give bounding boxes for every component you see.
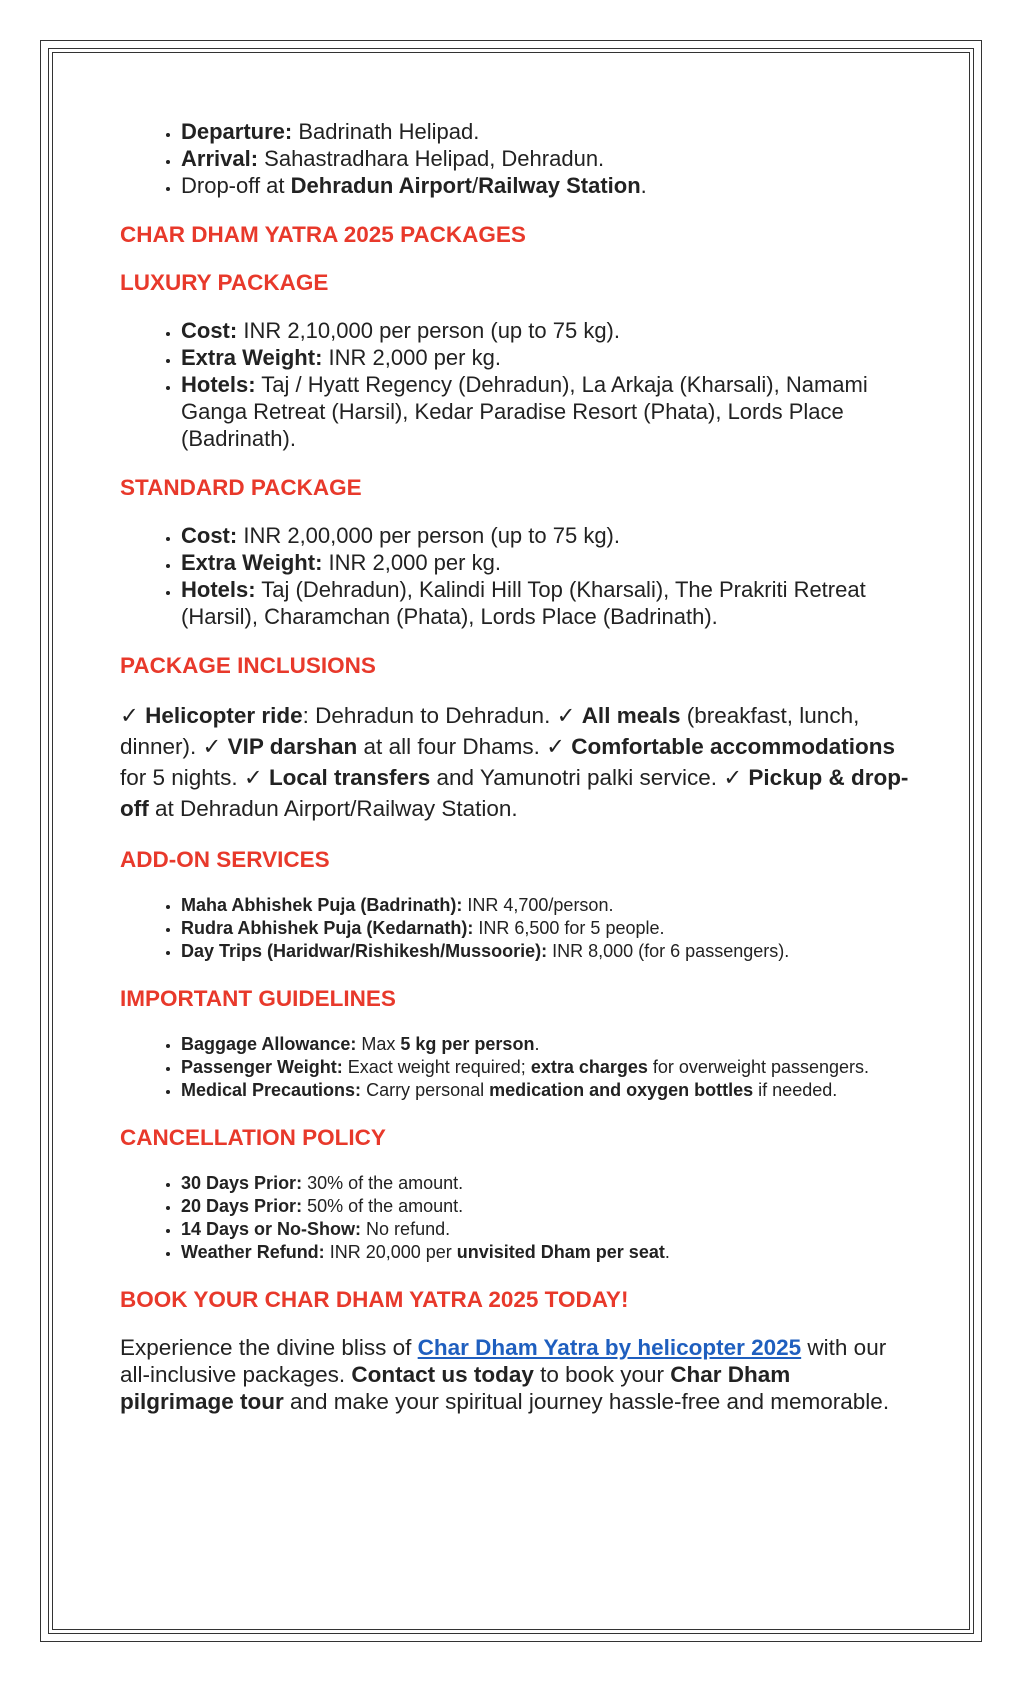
luxury-package-list: [120, 317, 920, 452]
list-item: • Departure: Badrinath Helipad.: [181, 118, 920, 145]
standard-package-list: [120, 522, 920, 630]
addons-heading: ADD-ON SERVICES: [120, 847, 330, 872]
list-item: • 20 Days Prior: 50% of the amount.: [181, 1195, 920, 1218]
inclusions-heading: PACKAGE INCLUSIONS: [120, 653, 376, 678]
cancellation-list: [120, 1172, 920, 1264]
list-item: • Medical Precautions: Carry personal medication and oxygen bottles if needed.: [181, 1079, 920, 1102]
list-item: • Drop-off at Dehradun Airport/Railway Station.: [181, 172, 920, 199]
check-icon: ✓: [556, 703, 582, 728]
list-item: • Cost: INR 2,00,000 per person (up to 75 kg).: [181, 522, 920, 549]
list-item: • Hotels: Taj (Dehradun), Kalindi Hill Top (Kharsali), The Prakriti Retreat (Harsil), Charamchan (Phata), Lords Place (Badrinath).: [181, 576, 920, 630]
closing-paragraph: Experience the divine bliss of Char Dham Yatra by helicopter 2025 with our all-inclusive packages. Contact us today to book your Char Dham pilgrimage tour and make your spiritual journey hassle-free and memorable.: [120, 1335, 890, 1414]
list-item: • Extra Weight: INR 2,000 per kg.: [181, 549, 920, 576]
check-icon: ✓: [202, 734, 228, 759]
packages-heading: CHAR DHAM YATRA 2025 PACKAGES: [120, 222, 526, 247]
travel-details-list: [120, 118, 920, 199]
list-item: • Extra Weight: INR 2,000 per kg.: [181, 344, 920, 371]
list-item: • Arrival: Sahastradhara Helipad, Dehradun.: [181, 145, 920, 172]
check-icon: ✓: [243, 765, 269, 790]
cancellation-heading: CANCELLATION POLICY: [120, 1125, 386, 1150]
list-item: • Rudra Abhishek Puja (Kedarnath): INR 6,500 for 5 people.: [181, 917, 920, 940]
addons-list: [120, 894, 920, 963]
list-item: • Cost: INR 2,10,000 per person (up to 75 kg).: [181, 317, 920, 344]
list-item: • Passenger Weight: Exact weight required; extra charges for overweight passengers.: [181, 1056, 920, 1079]
check-icon: ✓: [120, 703, 146, 728]
book-today-heading: BOOK YOUR CHAR DHAM YATRA 2025 TODAY!: [120, 1287, 629, 1312]
char-dham-helicopter-link[interactable]: Char Dham Yatra by helicopter 2025: [417, 1335, 802, 1360]
guidelines-list: [120, 1033, 920, 1102]
list-item: • 14 Days or No-Show: No refund.: [181, 1218, 920, 1241]
document-content: [120, 118, 920, 1415]
luxury-package-heading: LUXURY PACKAGE: [120, 270, 329, 295]
list-item: • Maha Abhishek Puja (Badrinath): INR 4,700/person.: [181, 894, 920, 917]
inclusions-paragraph: ✓ Helicopter ride: Dehradun to Dehradun. ✓ All meals (breakfast, lunch, dinner). ✓ VIP darshan at all four Dhams. ✓ Comfortable accommodations for 5 nights. ✓ Local transfers and Yamunotri palki service. ✓ Pickup & drop-off at Dehradun Airport/Railway Station.: [120, 703, 909, 821]
list-item: • Day Trips (Haridwar/Rishikesh/Mussoorie): INR 8,000 (for 6 passengers).: [181, 940, 920, 963]
check-icon: ✓: [546, 734, 572, 759]
list-item: • Hotels: Taj / Hyatt Regency (Dehradun), La Arkaja (Kharsali), Namami Ganga Retreat (Harsil), Kedar Paradise Resort (Phata), Lords Place (Badrinath).: [181, 371, 920, 452]
list-item: • Weather Refund: INR 20,000 per unvisited Dham per seat.: [181, 1241, 920, 1264]
standard-package-heading: STANDARD PACKAGE: [120, 475, 362, 500]
check-icon: ✓: [723, 765, 749, 790]
list-item: • Baggage Allowance: Max 5 kg per person.: [181, 1033, 920, 1056]
list-item: • 30 Days Prior: 30% of the amount.: [181, 1172, 920, 1195]
guidelines-heading: IMPORTANT GUIDELINES: [120, 986, 396, 1011]
